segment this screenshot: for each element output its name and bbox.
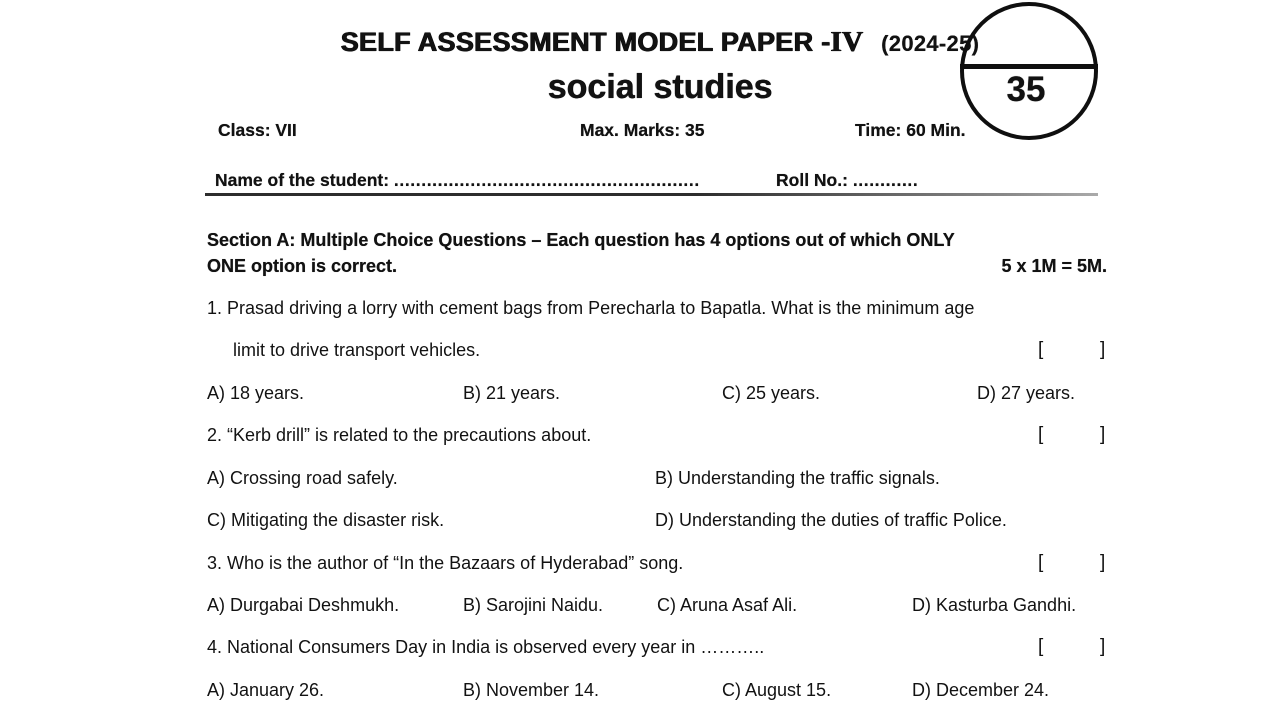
section-a-heading-line2: ONE option is correct. (207, 256, 398, 276)
question-3-option-c: C) Aruna Asaf Ali. (657, 595, 798, 615)
question-1-number: 1. (207, 298, 223, 318)
question-1-option-b: B) 21 years. (463, 383, 561, 403)
question-4-text: 4. National Consumers Day in India is observed every year in ……….. (207, 637, 765, 657)
question-1-option-c: C) 25 years. (722, 383, 821, 403)
subject-title: social studies (547, 68, 773, 106)
question-2-text: 2. “Kerb drill” is related to the precautions about. (207, 425, 592, 445)
question-1-text-line2: limit to drive transport vehicles. (233, 340, 481, 360)
paper-year: (2024-25) (881, 31, 980, 56)
question-2-number: 2. (207, 425, 223, 445)
question-4-answer-bracket-close: ] (1100, 636, 1106, 657)
question-4-option-d: D) December 24. (912, 680, 1050, 700)
header-divider-rule (205, 193, 1098, 196)
question-4-number: 4. (207, 637, 223, 657)
question-3-option-d: D) Kasturba Gandhi. (912, 595, 1077, 615)
question-1-text-line1: 1. Prasad driving a lorry with cement bags from Perecharla to Bapatla. What is the minimum age (207, 298, 975, 318)
question-4-option-a: A) January 26. (207, 680, 325, 700)
circle-divider-line (960, 64, 1098, 69)
name-label: Name of the student: (215, 170, 390, 190)
rollno-label: Roll No.: (776, 170, 848, 190)
question-2-answer-bracket-open: [ (1038, 424, 1044, 445)
max-marks-label: Max. Marks: 35 (580, 120, 705, 140)
question-3-text: 3. Who is the author of “In the Bazaars of Hyderabad” song. (207, 553, 684, 573)
question-3-number: 3. (207, 553, 223, 573)
question-1-answer-bracket-close: ] (1100, 339, 1106, 360)
class-label: Class: VII (218, 120, 297, 140)
question-1-option-a: A) 18 years. (207, 383, 305, 403)
question-2-option-c: C) Mitigating the disaster risk. (207, 510, 445, 530)
question-2-option-a: A) Crossing road safely. (207, 468, 398, 488)
time-label: Time: 60 Min. (855, 120, 966, 140)
question-3-option-a: A) Durgabai Deshmukh. (207, 595, 400, 615)
question-3-option-b: B) Sarojini Naidu. (463, 595, 604, 615)
question-1-option-d: D) 27 years. (977, 383, 1076, 403)
question-4-option-b: B) November 14. (463, 680, 600, 700)
name-dots: ........................................................ (393, 170, 700, 190)
paper-title-main: SELF ASSESSMENT MODEL PAPER - (340, 27, 831, 57)
circle-marks-value: 35 (1006, 70, 1046, 109)
marks-circle (960, 2, 1098, 140)
section-a-marks-scheme: 5 x 1M = 5M. (1001, 256, 1107, 276)
roll-no-row (776, 170, 918, 191)
question-2-option-b: B) Understanding the traffic signals. (655, 468, 940, 488)
question-3-answer-bracket-open: [ (1038, 552, 1044, 573)
paper-title-numeral: IV (830, 26, 864, 58)
question-4-option-c: C) August 15. (722, 680, 832, 700)
question-1-answer-bracket-open: [ (1038, 339, 1044, 360)
question-2-option-d: D) Understanding the duties of traffic Police. (655, 510, 1007, 530)
student-name-row (215, 170, 700, 191)
question-3-answer-bracket-close: ] (1100, 552, 1106, 573)
section-a-heading-line1: Section A: Multiple Choice Questions – Each question has 4 options out of which ONLY (207, 230, 955, 250)
question-2-answer-bracket-close: ] (1100, 424, 1106, 445)
question-4-answer-bracket-open: [ (1038, 636, 1044, 657)
rollno-dots: ............ (852, 170, 919, 190)
